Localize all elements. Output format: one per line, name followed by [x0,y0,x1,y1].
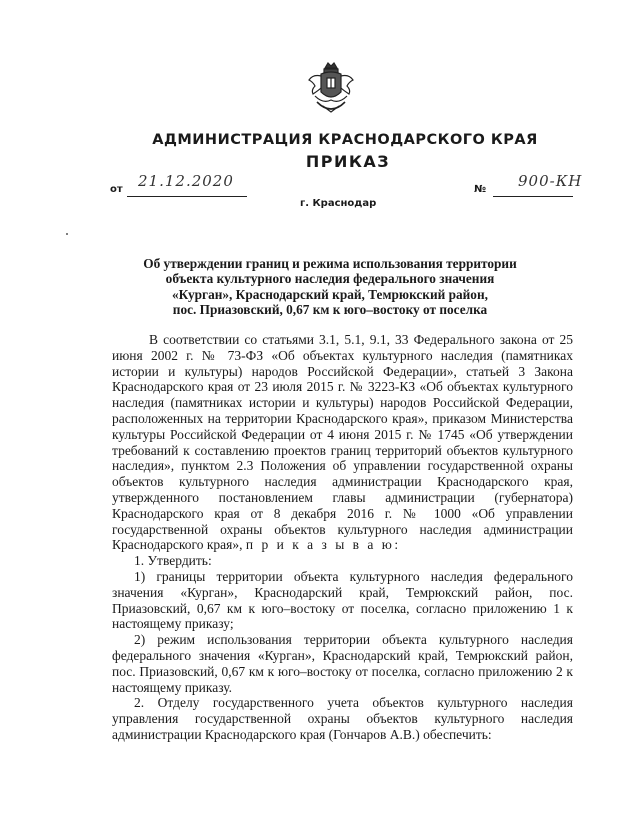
item-2: 2. Отделу государственного учета объектов культурного наследия управления государственной охраны объектов культурного наследия администрации Краснодарского края (Гончаров А.В.) обеспечить: [112,695,573,742]
number-label: № [474,184,487,195]
number-value: 900-КН [518,172,583,190]
item-1-1: 1) границы территории объекта культурного наследия федерального значения «Курган», Краснодарский край, Темрюкский район, пос. Приазовский, 0,67 км к юго–востоку от поселка, согласно приложению 1 к настоящему приказу; [112,568,573,632]
order-word: п р и к а з ы в а ю: [245,537,401,553]
coat-of-arms-emblem [305,60,357,118]
preamble-paragraph [112,332,573,553]
title-line: объекта культурного наследия федерального значения [165,271,495,287]
organization-name: АДМИНИСТРАЦИЯ КРАСНОДАРСКОГО КРАЯ [152,132,538,148]
number-underline [493,196,573,197]
date-value: 21.12.2020 [138,172,234,190]
preamble-text: В соответствии со статьями 3.1, 5.1, 9.1, 33 Федерального закона от 25 июня 2002 г. № 73-ФЗ «Об объектах культурного наследия (памятниках истории и культуры) народов Российской Федерации», статьей 3 Закона Краснодарского края от 23 июля 2015 г. № 3223-КЗ «Об объектах культурного наследия (памятниках истории и культуры) народов Российской Федерации, расположенных на территории Краснодарского края», приказом Министерства культуры Российской Федерации от 4 июня 2015 г. № 1745 «Об утверждении требований к составлению проектов границ территорий объектов культурного наследия», пунктом 2.3 Положения об управлении государственной охраны объектов культурного наследия администрации Краснодарского края, утвержденного постановлением главы администрации (губернатора) Краснодарского края от 8 декабря 2016 г. № 1000 «Об управлении государственной охраны объектов культурного наследия администрации Краснодарского края», [112,332,573,553]
date-underline [127,196,247,197]
document-type: ПРИКАЗ [305,152,391,171]
item-1: 1. Утвердить: [134,553,212,569]
document-body [112,332,573,743]
title-line: «Курган», Краснодарский край, Темрюкский район, [172,286,488,302]
title-line: Об утверждении границ и режима использования территории [143,256,517,271]
document-title [110,256,550,317]
city-label: г. Краснодар [300,198,377,209]
item-1-2: 2) режим использования территории объекта культурного наследия федерального значения «Курган», Краснодарский край, Темрюкский район, пос. Приазовский, 0,67 км к юго–востоку от поселка, согласно приложению 2 к настоящему приказу. [112,632,573,695]
scan-speck [66,233,68,235]
date-label: от [110,184,123,195]
title-line: пос. Приазовский, 0,67 км к юго–востоку от поселка [172,301,488,317]
